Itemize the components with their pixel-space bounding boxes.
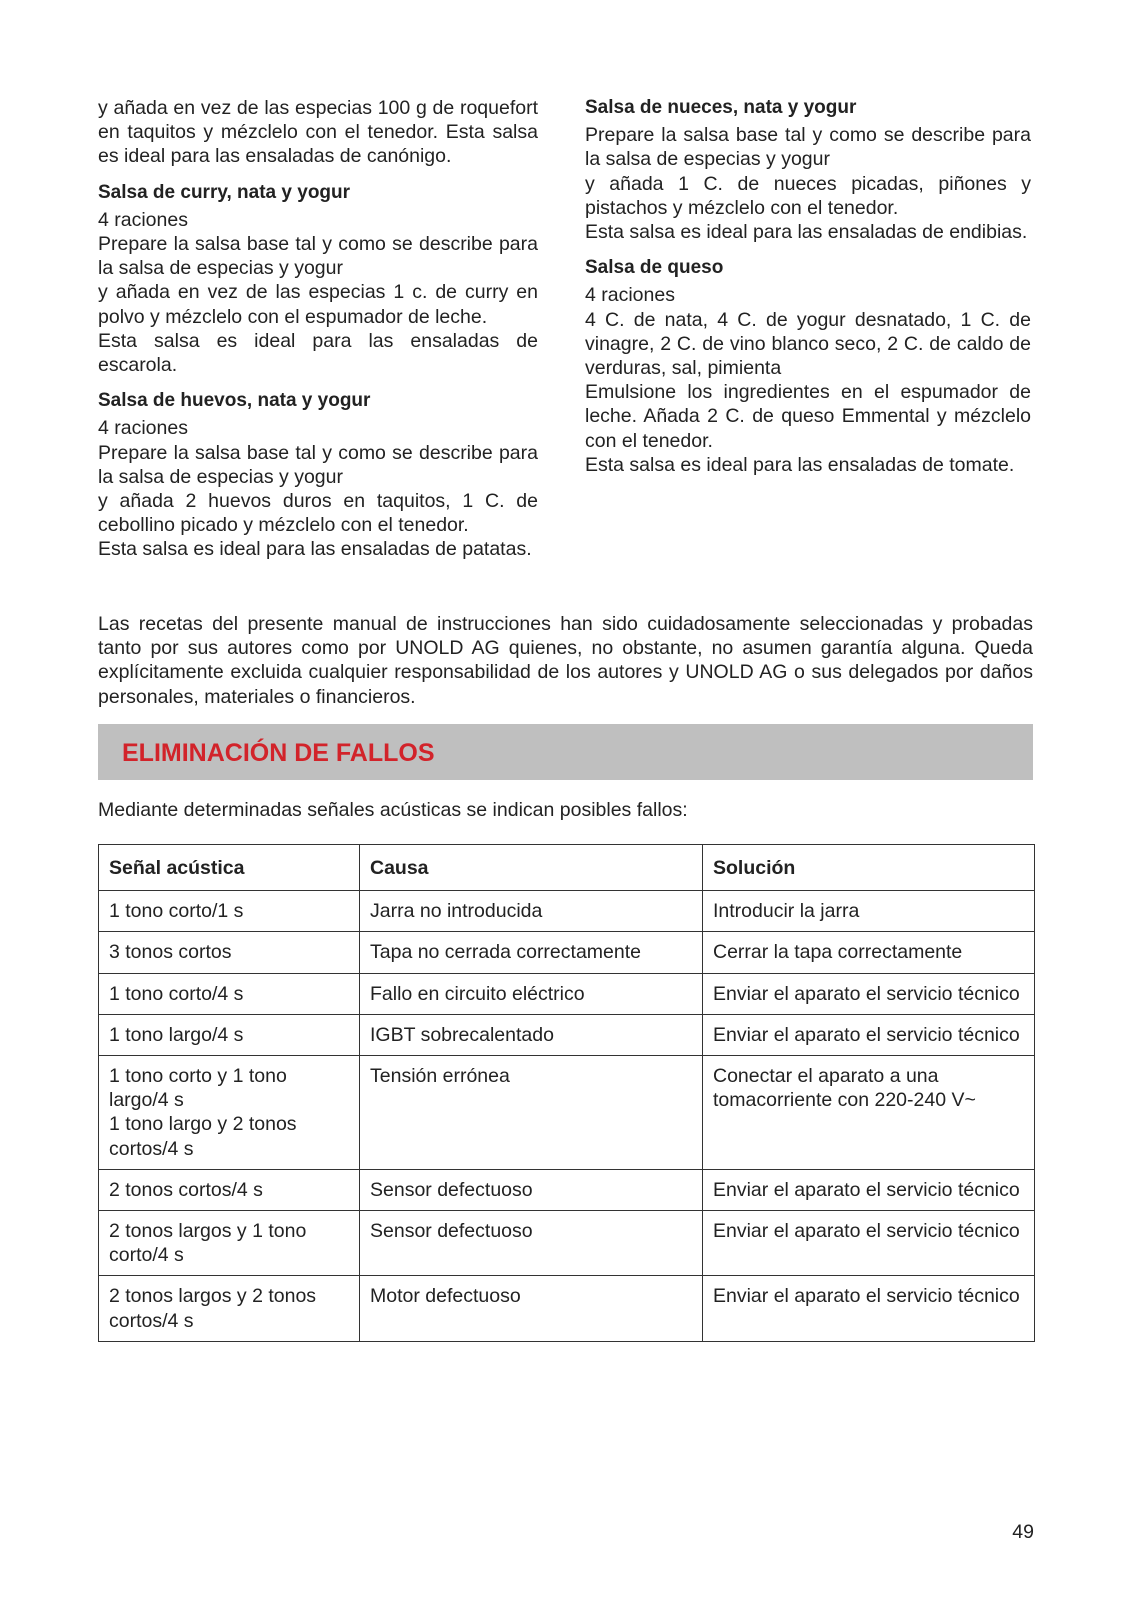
signal-cell: [99, 932, 360, 973]
disclaimer-paragraph: Las recetas del presente manual de instrucciones han sido cuidadosamente seleccionadas y probadas tanto por sus autores como por UNOLD AG quienes, no obstante, no asumen garantía alguna. Queda explícitamente excluida cualquier responsabilidad de los autores y UNOLD AG o sus delegados por daños personales, materiales o financieros.: [98, 613, 1033, 708]
cause-cell: [360, 1211, 703, 1276]
solution-cell: [703, 1014, 1035, 1055]
signal-cell: [99, 1169, 360, 1210]
recipe-line: 4 C. de nata, 4 C. de yogur desnatado, 1 C. de vinagre, 2 C. de vino blanco seco, 2 C. de caldo de verduras, sal, pimienta: [585, 308, 1031, 380]
solution-cell: [703, 1169, 1035, 1210]
cause-cell: [360, 891, 703, 932]
table-row: [99, 1169, 1035, 1210]
cause-cell: [360, 1056, 703, 1170]
signal-cell: [99, 973, 360, 1014]
table-row: [99, 932, 1035, 973]
cell-text: Sensor defectuoso: [370, 1220, 533, 1243]
section-banner: [98, 724, 1033, 780]
recipe-line: Prepare la salsa base tal y como se describe para la salsa de especias y yogur: [585, 124, 1031, 171]
recipe-line: Prepare la salsa base tal y como se describe para la salsa de especias y yogur: [98, 441, 538, 488]
solution-cell: [703, 1276, 1035, 1341]
recipe-line: Esta salsa es ideal para las ensaladas de escarola.: [98, 329, 538, 377]
cell-text: Introducir la jarra: [713, 900, 860, 923]
signal-cell: [99, 1014, 360, 1055]
cell-text: Cerrar la tapa correctamente: [713, 941, 963, 964]
recipe-line: 4 raciones: [585, 284, 675, 307]
fault-table: [98, 844, 1035, 1342]
signal-cell: [99, 891, 360, 932]
cell-text: 2 tonos largos y 1 tono corto/4 s: [109, 1220, 307, 1267]
table-row: [99, 891, 1035, 932]
cause-cell: [360, 932, 703, 973]
cell-text: Motor defectuoso: [370, 1285, 521, 1308]
page-number: 49: [1012, 1521, 1034, 1543]
column-header: Solución: [703, 845, 1035, 891]
table-row: [99, 1211, 1035, 1276]
recipe-line: Prepare la salsa base tal y como se describe para la salsa de especias y yogur: [98, 233, 538, 280]
solution-cell: [703, 891, 1035, 932]
cell-text: 2 tonos cortos/4 s: [109, 1178, 263, 1201]
left-column: [98, 96, 538, 562]
recipe-queso: [585, 256, 1031, 477]
cell-text: Enviar el aparato el servicio técnico: [713, 1220, 1020, 1243]
cell-text: Enviar el aparato el servicio técnico: [713, 1285, 1020, 1308]
recipe-title: Salsa de curry, nata y yogur: [98, 181, 351, 203]
recipe-nueces: [585, 96, 1031, 244]
cause-cell: [360, 973, 703, 1014]
signal-cell: [99, 1211, 360, 1276]
cell-text: IGBT sobrecalentado: [370, 1023, 554, 1046]
recipe-line: Esta salsa es ideal para las ensaladas de patatas.: [98, 538, 532, 561]
recipe-line: y añada en vez de las especias 1 c. de curry en polvo y mézclelo con el espumador de leche.: [98, 281, 538, 328]
troubleshooting-intro: Mediante determinadas señales acústicas se indican posibles fallos:: [98, 799, 688, 821]
recipe-line: Emulsione los ingredientes en el espumador de leche. Añada 2 C. de queso Emmental y mézclelo con el tenedor.: [585, 381, 1031, 452]
left-intro-paragraph: y añada en vez de las especias 100 g de roquefort en taquitos y mézclelo con el tenedor. Esta salsa es ideal para las ensaladas de canónigo.: [98, 97, 538, 168]
cell-text: Tapa no cerrada correctamente: [370, 941, 641, 964]
recipe-line: y añada 1 C. de nueces picadas, piñones y pistachos y mézclelo con el tenedor.: [585, 172, 1031, 219]
cell-text: Tensión errónea: [370, 1065, 510, 1088]
solution-cell: [703, 1056, 1035, 1170]
cell-text: 1 tono corto y 1 tono largo/4 s: [109, 1065, 287, 1112]
solution-cell: [703, 1211, 1035, 1276]
table-header-row: [99, 845, 1035, 891]
cell-text: 1 tono largo/4 s: [109, 1023, 244, 1046]
table-row: [99, 1014, 1035, 1055]
recipe-title: Salsa de queso: [585, 257, 724, 279]
cell-text: Conectar el aparato a una tomacorriente con 220-240 V~: [713, 1065, 976, 1112]
cell-text: 1 tono largo y 2 tonos cortos/4 s: [109, 1113, 297, 1160]
recipe-title: Salsa de huevos, nata y yogur: [98, 390, 371, 412]
recipe-line: 4 raciones: [98, 417, 188, 440]
cell-text: Jarra no introducida: [370, 900, 543, 923]
recipe-title: Salsa de nueces, nata y yogur: [585, 97, 857, 118]
signal-cell: [99, 1056, 360, 1170]
solution-cell: [703, 973, 1035, 1014]
cell-text: 1 tono corto/1 s: [109, 900, 244, 923]
cause-cell: [360, 1014, 703, 1055]
cause-cell: [360, 1169, 703, 1210]
recipe-line: y añada 2 huevos duros en taquitos, 1 C. de cebollino picado y mézclelo con el tenedor.: [98, 490, 538, 537]
recipe-line: Esta salsa es ideal para las ensaladas de endibias.: [585, 221, 1028, 244]
table-row: [99, 973, 1035, 1014]
section-heading: ELIMINACIÓN DE FALLOS: [122, 739, 435, 767]
cell-text: Fallo en circuito eléctrico: [370, 982, 585, 1005]
solution-cell: [703, 932, 1035, 973]
signal-cell: [99, 1276, 360, 1341]
cell-text: Sensor defectuoso: [370, 1178, 533, 1201]
column-header: Causa: [360, 845, 703, 891]
recipe-curry: [98, 181, 538, 378]
cause-cell: [360, 1276, 703, 1341]
column-header: Señal acústica: [99, 845, 360, 891]
cell-text: Enviar el aparato el servicio técnico: [713, 1178, 1020, 1201]
table-row: [99, 1056, 1035, 1170]
recipe-huevos: [98, 389, 538, 561]
cell-text: 3 tonos cortos: [109, 941, 232, 964]
table-row: [99, 1276, 1035, 1341]
cell-text: Enviar el aparato el servicio técnico: [713, 982, 1020, 1005]
right-column: [585, 96, 1031, 477]
recipe-line: Esta salsa es ideal para las ensaladas de tomate.: [585, 453, 1015, 476]
cell-text: 2 tonos largos y 2 tonos cortos/4 s: [109, 1285, 317, 1332]
cell-text: Enviar el aparato el servicio técnico: [713, 1023, 1020, 1046]
recipe-line: 4 raciones: [98, 208, 188, 231]
cell-text: 1 tono corto/4 s: [109, 982, 244, 1005]
